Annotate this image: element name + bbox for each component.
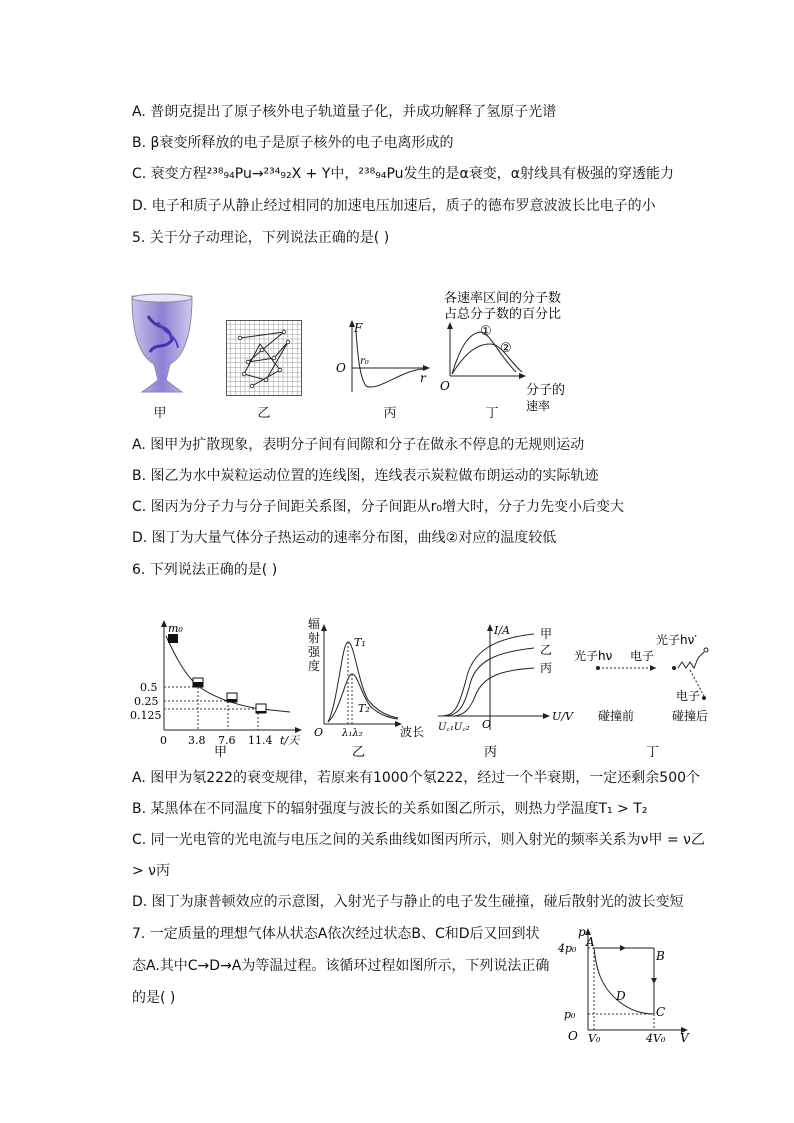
q6-bing-curve-bing: 丙 [540, 661, 553, 675]
q7-state-c-label: C [656, 1005, 666, 1019]
q4-option-c-prefix: C. 衰变方程 [132, 166, 207, 182]
q5-ding-origin-label: O [440, 379, 450, 393]
q5-option-a: A. 图甲为扩散现象，表明分子间有间隙和分子在做永不停息的无规则运动 [132, 437, 585, 453]
q5-ding-curve2-label: ② [500, 341, 512, 356]
q6-option-a: A. 图甲为氡222的衰变规律，若原来有1000个氡222，经过一个半衰期，一定还剩余500个 [132, 770, 701, 786]
q4-option-b: B. β衰变所释放的电子是原子核外的电子电离形成的 [132, 135, 454, 151]
q6-ding-after-label: 碰撞后 [672, 709, 709, 723]
q6-jia-ytick-0-5: 0.5 [140, 681, 158, 694]
q4-option-a: A. 普朗克提出了原子核外电子轨道量子化，并成功解释了氢原子光谱 [132, 104, 557, 120]
q6-ding-photon-after: 光子hν′ [656, 633, 698, 647]
q5-figure-yi-brownian [226, 320, 302, 396]
q6-jia-xtick-11-4: 11.4 [248, 734, 273, 747]
q5-ding-x-label-line2: 速率 [526, 399, 551, 413]
q7-stem-line2: 态A.其中C→D→A为等温过程。该循环过程如图所示，下列说法正确 [132, 958, 550, 974]
q6-option-c-line1: C. 同一光电管的光电流与电压之间的关系曲线如图丙所示，则入射光的频率关系为ν甲 = ν乙 [132, 832, 705, 848]
q6-bing-y-label: I/A [494, 624, 510, 637]
q7-stem-line3: 的是( ) [132, 990, 176, 1006]
q6-fig-label-jia: 甲 [214, 745, 228, 758]
q5-figure-bing-force [334, 318, 434, 398]
q6-jia-xtick-0: 0 [160, 734, 167, 747]
q7-p0-label: p₀ [564, 1008, 576, 1021]
q6-fig-label-yi: 乙 [352, 745, 366, 760]
q6-fig-label-ding: 丁 [646, 745, 660, 760]
q6-yi-y-label-1: 辐 [308, 617, 321, 631]
q4-option-c-equation: ²³⁸₉₄Pu→²³⁴₉₂X + Y中， [206, 166, 359, 182]
q5-figure-ding-distribution [436, 288, 586, 418]
q6-jia-ytick-0-125: 0.125 [130, 709, 162, 722]
q5-bing-r-label: r [420, 371, 426, 385]
q6-jia-xtick-3-8: 3.8 [188, 734, 206, 747]
q6-bing-origin-label: O [482, 718, 492, 731]
q6-option-b: B. 某黑体在不同温度下的辐射强度与波长的关系如图乙所示，则热力学温度T₁ > T₂ [132, 801, 648, 817]
q7-v0-label: V₀ [588, 1032, 601, 1045]
q5-option-d: D. 图丁为大量气体分子热运动的速率分布图，曲线②对应的温度较低 [132, 530, 557, 546]
q6-jia-x-label: t/天 [280, 734, 300, 747]
q5-bing-f-label: F [354, 321, 363, 335]
q6-bing-curve-yi: 乙 [540, 643, 553, 657]
q5-ding-title-line1: 各速率区间的分子数 [444, 291, 562, 306]
q5-ding-curve1-label: ① [480, 324, 492, 339]
q6-ding-before-label: 碰撞前 [598, 709, 635, 723]
q7-p-axis-label: p [578, 926, 586, 939]
q5-stem: 5. 关于分子动理论，下列说法正确的是( ) [132, 230, 390, 246]
q6-yi-y-label-2: 射 [308, 631, 321, 645]
q7-4v0-label: 4V₀ [646, 1032, 666, 1045]
q4-option-d: D. 电子和质子从静止经过相同的加速电压加速后，质子的德布罗意波波长比电子的小 [132, 198, 656, 214]
q6-figure-yi-blackbody [304, 612, 434, 760]
q5-option-b: B. 图乙为水中炭粒运动位置的连线图，连线表示炭粒做布朗运动的实际轨迹 [132, 468, 599, 484]
q6-jia-y-label: m₀ [168, 622, 183, 635]
q7-figure-pv-diagram [558, 926, 698, 1050]
q6-figure-jia-decay [130, 618, 310, 758]
q7-4p0-label: 4p₀ [558, 942, 577, 955]
q6-bing-curve-jia: 甲 [540, 627, 553, 641]
q6-yi-origin-label: O [314, 726, 324, 739]
q5-fig-label-jia: 甲 [153, 406, 167, 421]
q5-figure-jia-glass [128, 292, 196, 400]
q7-state-a-label: A [586, 935, 595, 949]
q7-state-b-label: B [656, 949, 665, 963]
q6-stem: 6. 下列说法正确的是( ) [132, 562, 278, 578]
q4-option-c-suffix: ²³⁸₉₄Pu发生的是α衰变，α射线具有极强的穿透能力 [358, 166, 674, 182]
q6-bing-x-label: U/V [552, 710, 573, 723]
q7-stem-line1: 7. 一定质量的理想气体从状态A依次经过状态B、C和D后又回到状 [132, 926, 540, 942]
q6-fig-label-bing: 丙 [484, 745, 498, 760]
q6-bing-uc-labels: U꜀₁U꜀₂ [438, 722, 470, 733]
q6-ding-electron-after: 电子 [676, 689, 701, 703]
q6-yi-lambda-labels: λ₁λ₂ [342, 728, 363, 739]
q7-v-axis-label: V [680, 1031, 689, 1045]
q5-option-c: C. 图丙为分子力与分子间距关系图，分子间距从r₀增大时，分子力先变小后变大 [132, 499, 625, 515]
q4-option-c [132, 164, 674, 184]
q6-option-c-line2: > ν丙 [132, 863, 171, 879]
q5-bing-origin-label: O [336, 361, 346, 375]
q6-yi-y-label-4: 度 [308, 659, 321, 673]
q6-yi-y-label-3: 强 [308, 645, 321, 659]
q6-yi-t1-label: T₁ [354, 636, 366, 649]
q5-fig-label-ding: 丁 [485, 406, 499, 421]
q6-figure-ding-compton [570, 628, 730, 760]
q5-fig-label-bing: 丙 [383, 406, 397, 421]
q7-state-d-label: D [616, 989, 626, 1003]
q6-figure-bing-photoelectric [436, 620, 586, 760]
q6-yi-t2-label: T₂ [358, 702, 370, 715]
q6-option-d: D. 图丁为康普顿效应的示意图，入射光子与静止的电子发生碰撞，碰后散射光的波长变短 [132, 894, 684, 910]
q6-yi-x-label: 波长 [400, 725, 425, 739]
q6-jia-ytick-0-25: 0.25 [134, 695, 159, 708]
q5-ding-title-line2: 占总分子数的百分比 [444, 307, 562, 322]
q5-ding-x-label-line1: 分子的 [526, 383, 566, 398]
q5-bing-r0-label: r₀ [360, 356, 369, 367]
q6-jia-xtick-7-6: 7.6 [218, 734, 236, 747]
q6-ding-electron-before: 电子 [630, 649, 655, 663]
q5-fig-label-yi: 乙 [257, 406, 271, 421]
q6-ding-photon-before: 光子hν [574, 649, 613, 663]
q7-origin-label: O [568, 1029, 578, 1043]
